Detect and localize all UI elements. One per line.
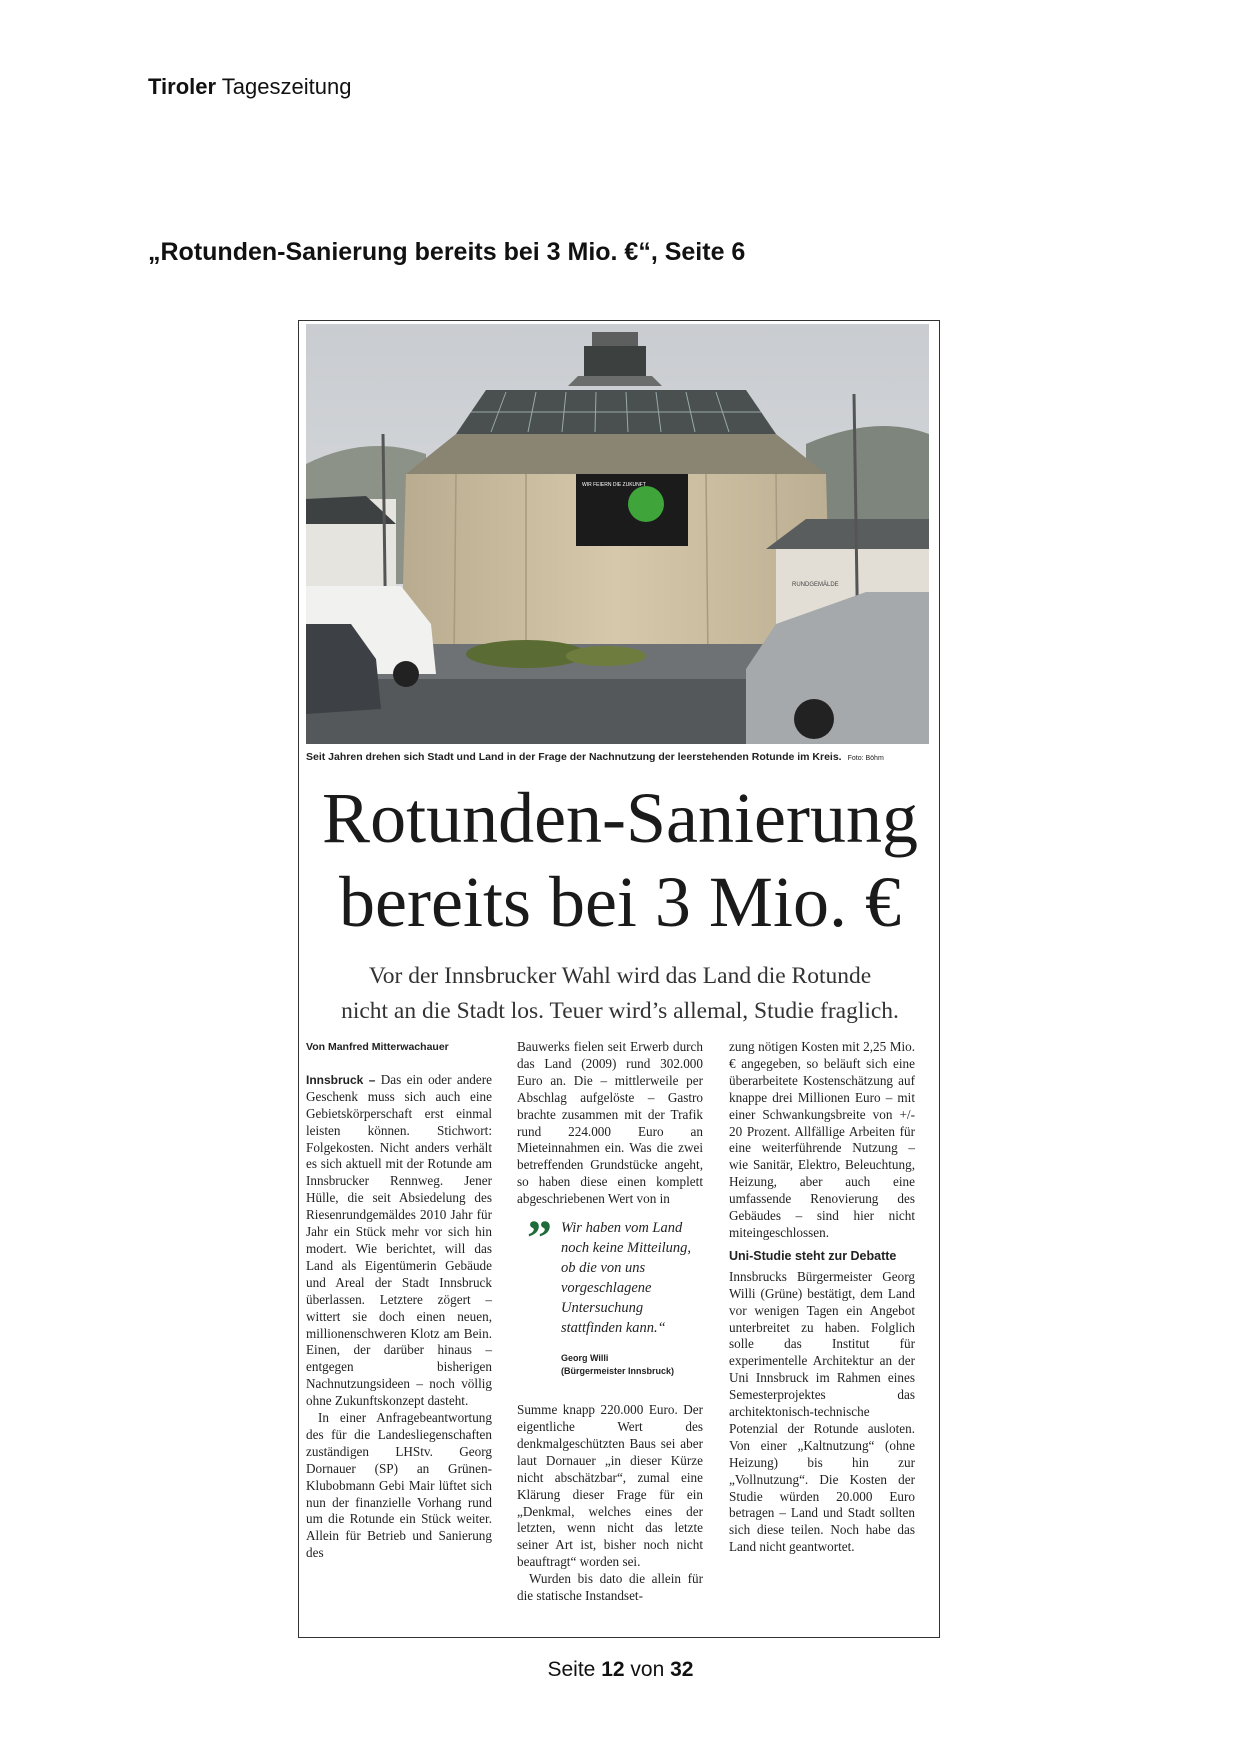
photo-caption: [306, 751, 929, 763]
page-number: [0, 1658, 1241, 1682]
headline-line-2: bereits bei 3 Mio. €: [339, 862, 901, 942]
deck-line-2: nicht an die Stadt los. Teuer wird’s allemal, Studie fraglich.: [341, 998, 899, 1024]
column-1-paragraph-2: In einer Anfragebeantwortung des für die Landesliegenschaften zuständigen LHStv. Georg Dornauer (SP) an Grünen-Klubobmann Gebi Mair lüftet sich nun der finanzielle Vorhang rund um die Rotunde ein Stück weiter. Allein für Betrieb und Sanierung des: [306, 1410, 492, 1561]
article-column-1: [306, 1039, 492, 1562]
rundgemaelde-sign: RUNDGEMÄLDE: [792, 582, 839, 588]
byline: Von Manfred Mitterwachauer: [306, 1041, 449, 1053]
quote-author-role: (Bürgermeister Innsbruck): [561, 1366, 675, 1377]
column-3-paragraph-2: Innsbrucks Bürgermeister Georg Willi (Grüne) bestätigt, dem Land vor wenigen Tagen ein Angebot unterbreitet zu haben. Folglich solle das Institut für experimentelle Architektur an der Uni Innsbruck im Rahmen eines Semesterprojektes das architektonisch-technische Potenzial der Rotunde ausloten. Von einer „Kaltnutzung“ (ohne Heizung) bis hin zur „Vollnutzung“. Die Kosten der Studie würden 20.000 Euro betragen – Land und Stadt sollten sich diese teilen. Noch habe das Land nicht geantwortet.: [729, 1268, 915, 1555]
headline-line-1: Rotunden-Sanierung: [322, 778, 918, 858]
subheading: Uni-Studie steht zur Debatte: [729, 1248, 897, 1263]
pull-quote: [517, 1209, 703, 1378]
newspaper-name: [148, 74, 351, 100]
column-2-paragraph-3: Wurden bis dato die allein für die statische Instandset-: [517, 1571, 703, 1604]
page-number-total: 32: [670, 1658, 694, 1681]
column-1-paragraph-1-text: Das ein oder andere Geschenk muss sich auch eine Gebietskörperschaft erst einmal leisten können. Stichwort: Folgekosten. Nicht anders verhält es sich aktuell mit der Rotunde am Innsbrucker Rennweg. Jener Hülle, die seit Absiedelung des Riesenrundgemäldes 2010 Jahr für Jahr ein Stück mehr vor sich hin modert. Wie berichtet, will das Land als Eigentümerin Gebäude und Areal der Stadt Innsbruck überlassen. Letztere zögert – wittert sie doch einen neuen, millionenschweren Klotz am Bein. Einen, der darüber hinaus – entgegen bisherigen Nachnutzungsideen – noch völlig ohne Zukunftskonzept dasteht.: [306, 1071, 492, 1409]
newspaper-name-bold: Tiroler: [148, 74, 217, 99]
photo-caption-text: Seit Jahren drehen sich Stadt und Land in der Frage der Nachnutzung der leerstehenden Rotunde im Kreis.: [306, 751, 842, 763]
article-deck: [299, 959, 940, 1029]
column-2-paragraph-1: Bauwerks fielen seit Erwerb durch das Land (2009) rund 302.000 Euro an. Die – mittlerweile per Abschlag aufgelöste – Gastro brachte zusammen mit der Trafik rund 224.000 Euro an Mieteinnahmen ein. Was die zwei betreffenden Grundstücke angeht, so haben diese einen komplett abgeschriebenen Wert von in: [517, 1039, 703, 1207]
deck-line-1: Vor der Innsbrucker Wahl wird das Land die Rotunde: [368, 963, 872, 989]
billboard-text: WIR FEIERN DIE ZUKUNFT: [582, 482, 646, 488]
newspaper-name-rest: Tageszeitung: [221, 74, 352, 99]
column-1-paragraph-1: [306, 1072, 492, 1410]
article-reference-title: „Rotunden-Sanierung bereits bei 3 Mio. €“, Seite 6: [148, 238, 746, 266]
column-3-paragraph-1: zung nötigen Kosten mit 2,25 Mio. € angegeben, so beläuft sich eine überarbeitete Kostenschätzung auf knappe drei Millionen Euro – mit einer Schwankungsbreite von +/- 20 Prozent. Allfällige Arbeiten für eine weiterführende Nutzung – wie Sanitär, Elektro, Beleuchtung, Heizung, aber auch eine umfassende Renovierung des Gebäudes – sind hier nicht miteingeschlossen.: [729, 1039, 915, 1240]
photo-credit: Foto: Böhm: [847, 755, 884, 762]
dateline: Innsbruck –: [306, 1072, 376, 1087]
column-2-paragraph-2: Summe knapp 220.000 Euro. Der eigentliche Wert des denkmalgeschützten Baus sei aber laut Dornauer „in dieser Kürze nicht abschätzbar“, zumal eine Klärung dieser Frage für ein „Denkmal, welches eines der letzten, wenn nicht das letzte seiner Art ist, bisher noch nicht beauftragt“ worden sei.: [517, 1402, 703, 1570]
quote-author: Georg Willi: [561, 1353, 609, 1364]
page-number-prefix: Seite: [547, 1658, 596, 1681]
rotunde-photo-illustration: [306, 324, 929, 744]
page-number-current: 12: [601, 1658, 625, 1681]
quote-mark-icon: ”: [527, 1209, 552, 1266]
article-photo: [306, 324, 929, 744]
quote-text: Wir haben vom Land noch keine Mitteilung, ob die von uns vorgeschlagene Untersuchung stattfinden kann.“: [561, 1220, 692, 1337]
article-headline: [299, 776, 940, 944]
page-number-middle: von: [630, 1658, 665, 1681]
article-column-3: [729, 1039, 915, 1556]
newspaper-clipping: [298, 320, 940, 1638]
article-column-2: [517, 1039, 703, 1605]
